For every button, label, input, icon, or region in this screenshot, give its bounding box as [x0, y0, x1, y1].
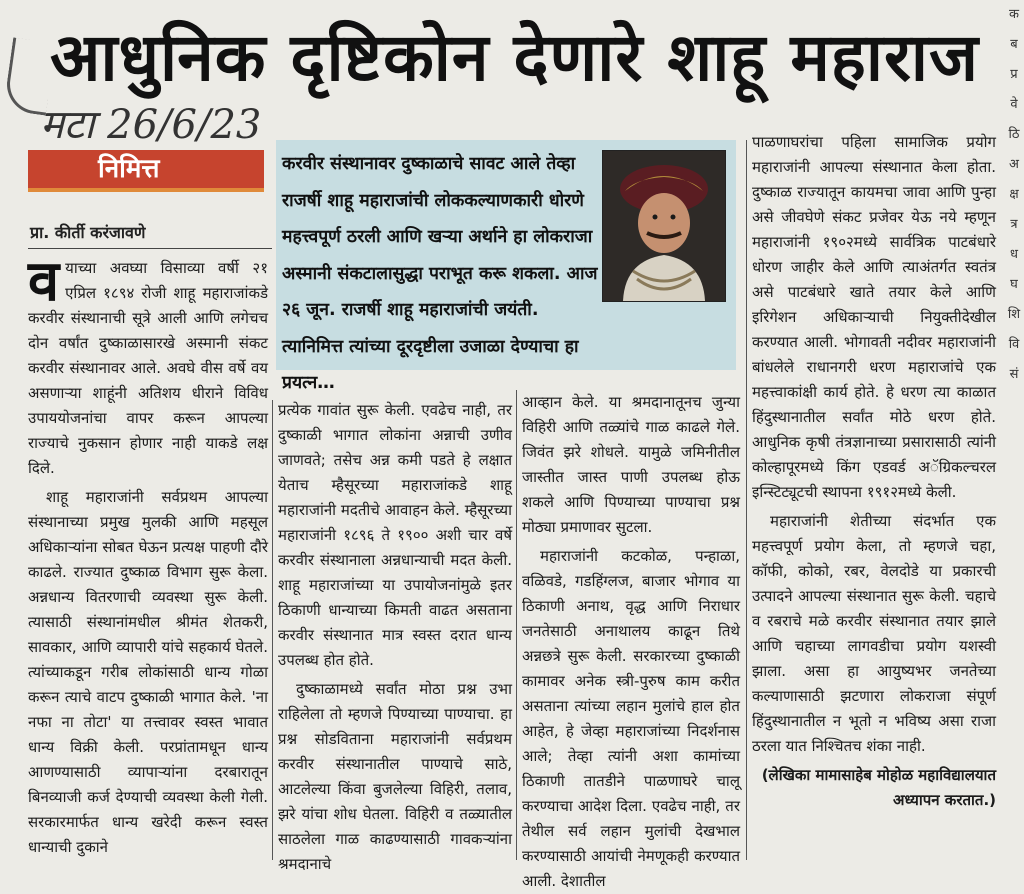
column-divider	[272, 400, 273, 860]
author-credit: (लेखिका मामासाहेब मोहोळ महाविद्यालयात अध्यापन करतात.)	[761, 766, 996, 809]
edge-fragment: शि	[1007, 307, 1021, 322]
column-2	[278, 398, 512, 873]
edge-fragment: अ	[1009, 157, 1019, 172]
teaser-box	[276, 140, 736, 393]
column-3	[522, 390, 740, 890]
col3-paragraph-2: महाराजांनी कटकोळ, पन्हाळा, वळिवडे, गडहिंग्लज, बाजार भोगाव या ठिकाणी अनाथ, वृद्ध आणि निराधार जनतेसाठी अनाथालय काढून तिथे अन्नछत्रे सुरू केली. सरकारच्या दुष्काळी कामावर अनेक स्त्री-पुरुष काम करीत असताना त्यांच्या लहान मुलांचे हाल होत आहेत, हे जेव्हा महाराजांच्या निदर्शनास आले; तेव्हा त्यांनी अशा कामांच्या ठिकाणी तातडीने पाळणाघरे चालू करण्याचा आदेश दिला. एवढेच नाही, तर तेथील सर्व लहान मुलांची देखभाल करण्यासाठी आयांची नेमणूकही करण्यात आली. देशातील	[522, 547, 740, 890]
edge-fragment: क	[1009, 7, 1019, 22]
edge-fragment: घ	[1010, 277, 1018, 292]
col4-paragraph-1: पाळणाघरांचा पहिला सामाजिक प्रयोग महाराजांनी आपल्या संस्थानात केला होता. दुष्काळ राज्यातून कायमचा जावा आणि पुन्हा असे जीवघेणे संकट प्रजेवर येऊ नये म्हणून महाराजांनी १९०२मध्ये सार्वत्रिक पाटबंधारे धोरण जाहीर केले आणि त्याअंतर्गत स्वतंत्र असे पाटबंधारे खाते तयार केले आणि इरिगेशन अधिकाऱ्याची नियुक्तीदेखील करण्यात आली. भोगावती नदीवर महाराजांनी बांधलेले राधानगरी धरण महाराजांचे एक महत्त्वाकांक्षी कार्य होते. हे धरण त्या काळात हिंदुस्थानातील सर्वांत मोठे धरण होते. आधुनिक कृषी तंत्रज्ञानाच्या प्रसारासाठी त्यांनी कोल्हापूरमध्ये किंग एडवर्ड अॅग्रिकल्चरल इन्स्टिट्यूटची स्थापना १९१२मध्ये केली.	[752, 133, 996, 501]
col3-paragraph-1: आव्हान केले. या श्रमदानातूनच जुन्या विहिरी आणि तळ्यांचे गाळ काढले गेले. जिवंत झरे शोधले. यामुळे जमिनीतील जास्तीत जास्त पाणी उपलब्ध होऊ शकले आणि पिण्याच्या पाण्याचा प्रश्न मोठ्या प्रमाणावर सुटला.	[522, 393, 740, 536]
handwritten-date-note: मटा 26/6/23	[40, 102, 262, 148]
edge-fragment: क्ष	[1009, 187, 1019, 202]
adjacent-article-edge	[1004, 0, 1024, 871]
col2-paragraph-1: प्रत्येक गावांत सुरू केली. एवढेच नाही, तर दुष्काळी भागात लोकांना अन्नाची उणीव जाणवते; तसेच अन्न कमी पडते हे लक्षात येताच म्हैसूरच्या महाराजांकडे शाहू महाराजांनी मदतीचे आवाहन केले. म्हैसूरच्या महाराजांनी १८९६ ते १९०० अशी चार वर्षे करवीर संस्थानाला अन्नधान्याची मदत केली. शाहू महाराजांच्या या उपायोजनांमुळे इतर ठिकाणी धान्याच्या किमती वाढत असताना करवीर संस्थानात मात्र स्वस्त दरात धान्य उपलब्ध होत होते.	[278, 401, 512, 669]
edge-fragment: प्र	[1010, 67, 1018, 82]
col1-paragraph-1: वयाच्या अवघ्या विसाव्या वर्षी २१ एप्रिल १८९४ रोजी शाहू महाराजांकडे करवीर संस्थानाची सूत्रे आली आणि लगेचच दोन वर्षांत दुष्काळासारखे अस्मानी संकट करवीर संस्थानावर आले. अवघे वीस वर्षे वय असणाऱ्या शाहूंनी अतिशय धीराने विविध उपाययोजनांचा वापर करून आपल्या राज्याचे नुकसान होणार नाही याकडे लक्ष दिले.	[28, 249, 268, 477]
col2-paragraph-2: दुष्काळामध्ये सर्वांत मोठा प्रश्न उभा राहिलेला तो म्हणजे पिण्याच्या पाण्याचा. हा प्रश्न सोडविताना महाराजांनी सर्वप्रथम करवीर संस्थानातील पाण्याचे साठे, आटलेल्या किंवा बुजलेल्या विहिरी, तलाव, झरे यांचा शोध घेतला. विहिरी व तळ्यातील साठलेला गाळ काढण्यासाठी गावकऱ्यांना श्रमदानाचे	[278, 680, 512, 873]
edge-fragment: वे	[1010, 97, 1018, 112]
drop-cap: व	[28, 249, 60, 314]
edge-fragment: सं	[1009, 367, 1019, 382]
byline-rule	[28, 248, 272, 249]
column-divider	[516, 390, 517, 860]
col4-paragraph-2: महाराजांनी शेतीच्या संदर्भात एक महत्त्वपूर्ण प्रयोग केला, तो म्हणजे चहा, कॉफी, कोको, रबर, वेलदोडे या प्रकारची उत्पादने आपल्या संस्थानात सुरू केली. चहाचे व रबराचे मळे करवीर संस्थानात तयार झाले आणि चहाच्या लागवडीचा प्रयोग यशस्वी झाला. असा हा आयुष्यभर जनतेच्या कल्याणासाठी झटणारा लोकराजा संपूर्ण हिंदुस्थानातील न भूतो न भविष्य असा राजा ठरला यात निश्चितच शंका नाही.	[752, 512, 996, 755]
teaser-text: करवीर संस्थानावर दुष्काळाचे सावट आले तेव्हा राजर्षी शाहू महाराजांची लोककल्याणकारी धोरणे महत्त्वपूर्ण ठरली आणि खऱ्या अर्थाने हा लोकराजा अस्मानी संकटालासुद्धा पराभूत करू शकला. आज २६ जून. राजर्षी शाहू महाराजांची जयंती. त्यानिमित्त त्यांच्या दूरदृष्टीला उजाळा देण्याचा हा प्रयत्न…	[282, 154, 598, 393]
section-tag: निमित्त	[28, 150, 264, 188]
headline: आधुनिक दृष्टिकोन देणारे शाहू महाराज	[50, 19, 979, 96]
column-1	[28, 249, 268, 866]
edge-fragment: ठि	[1008, 127, 1020, 142]
col1-paragraph-2: शाहू महाराजांनी सर्वप्रथम आपल्या संस्थानाच्या प्रमुख मुलकी आणि महसूल अधिकाऱ्यांना सोबत घेऊन प्रत्यक्ष पाहणी दौरे काढले. राज्यात दुष्काळ विभाग सुरू केला. अन्नधान्य वितरणाची व्यवस्था सुरू केली. त्यासाठी संस्थानांमधील श्रीमंत शेतकरी, सावकार, आणि व्यापारी यांचे सहकार्य घेतले. त्यांच्याकडून गरीब लोकांसाठी धान्य गोळा करून त्याचे वाटप दुष्काळी भागात केले. 'ना नफा ना तोटा' या तत्त्वावर स्वस्त भावात धान्य विक्री केली. परप्रांतामधून धान्य आणण्यासाठी व्यापाऱ्यांना दरबारातून बिनव्याजी कर्ज देण्याची व्यवस्था केली गेली. सरकारमार्फत धान्य खरेदी करून स्वस्त धान्याची दुकाने	[28, 488, 268, 856]
edge-fragment: वि	[1008, 337, 1020, 352]
edge-fragment: ब	[1010, 37, 1018, 52]
author-byline: प्रा. कीर्ती करंजावणे	[30, 223, 146, 242]
edge-fragment: त्र	[1010, 217, 1018, 232]
edge-fragment: ध	[1010, 247, 1018, 262]
column-4	[752, 130, 996, 866]
portrait-photo	[602, 150, 726, 302]
column-divider	[746, 140, 747, 860]
